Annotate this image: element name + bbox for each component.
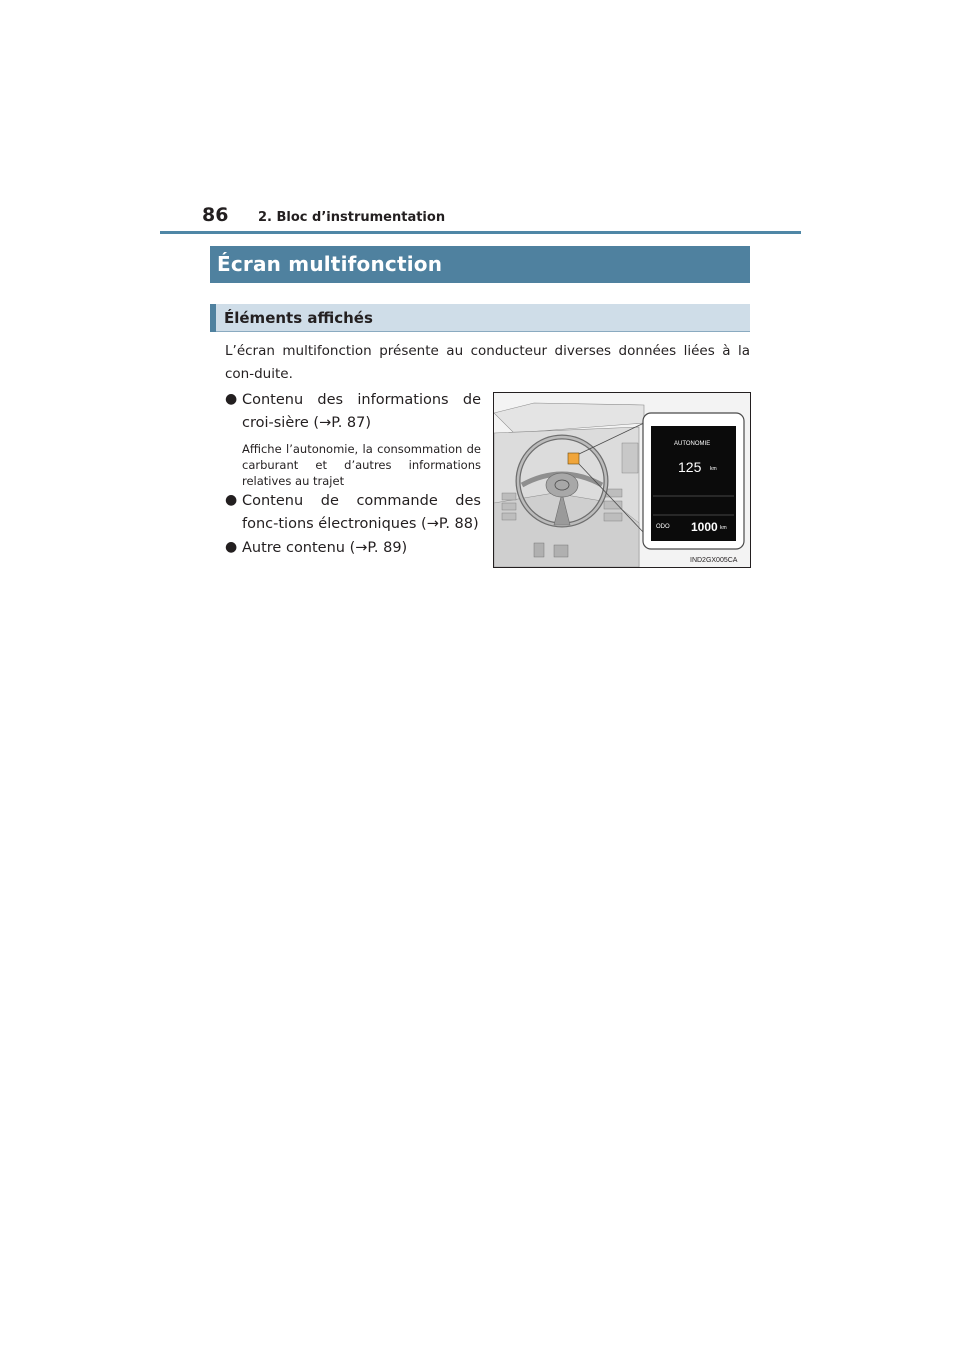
section-title: Écran multifonction (217, 252, 443, 276)
bullet-text: Contenu des informations de croi-sière (→P. 87) (242, 392, 481, 431)
intro-paragraph: L’écran multifonction présente au conducteur diverses données liées à la con-duite. (225, 343, 750, 382)
running-header: 2. Bloc d’instrumentation (258, 210, 446, 225)
bullet-icon: ● (225, 539, 238, 555)
bullet-note: Affiche l’autonomie, la consommation de carburant et d’autres informations relatives au trajet (242, 442, 481, 488)
display-range-label: AUTONOMIE (674, 441, 711, 447)
bullet-icon: ● (225, 492, 238, 508)
bullet-text: Autre contenu (→P. 89) (242, 540, 408, 556)
display-range-unit: km (710, 466, 717, 472)
dashboard-illustration (493, 392, 751, 568)
bullet-icon: ● (225, 391, 238, 407)
header-rule (160, 231, 801, 234)
subsection-accent (210, 304, 216, 332)
page-number: 86 (202, 204, 229, 226)
dashboard-drawing (494, 393, 750, 567)
display-odo-label: ODO (656, 524, 670, 530)
display-odo-unit: km (720, 525, 727, 531)
image-code: IND2GX005CA (690, 557, 738, 564)
bullet-text: Contenu de commande des fonc-tions électroniques (→P. 88) (242, 493, 481, 532)
bullet-item-other-content (225, 537, 481, 560)
bullet-item-electronic-functions (225, 490, 481, 536)
bullet-item-cruise-info (225, 389, 481, 489)
display-range-value: 125 (678, 459, 702, 475)
subsection-title: Éléments affichés (224, 309, 373, 327)
section-title-bar (210, 246, 750, 283)
display-odo-value: 1000 (691, 520, 718, 534)
subsection-bar (210, 304, 750, 332)
